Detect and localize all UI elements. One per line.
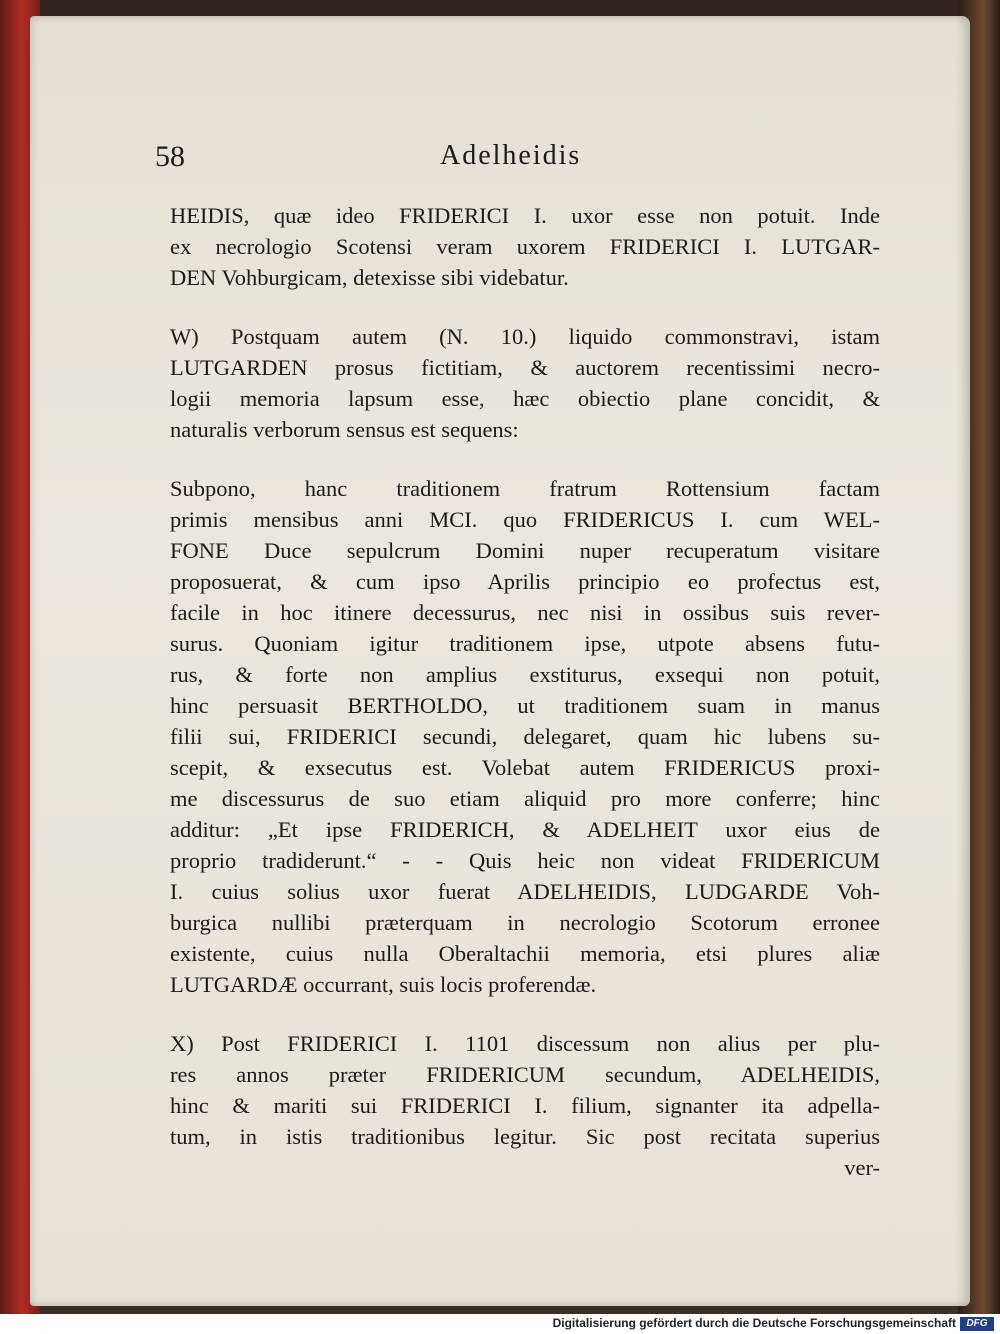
paragraph [170,200,880,293]
text-line: X) Post FRIDERICI I. 1101 discessum non alius per plu- [170,1031,880,1056]
text-line: proprio tradiderunt.“ - - Quis heic non videat FRIDERICUM [170,848,880,873]
text-line: burgica nullibi præterquam in necrologio Scotorum erronee [170,910,880,935]
text-line: res annos præter FRIDERICUM secundum, ADELHEIDIS, [170,1062,880,1087]
body-text [170,200,880,1183]
text-line: FONE Duce sepulcrum Domini nuper recuperatum visitare [170,538,880,563]
text-line: LUTGARDÆ occurrant, suis locis proferendæ. [170,972,597,997]
text-line: proposuerat, & cum ipso Aprilis principio eo profectus est, [170,569,880,594]
text-line: filii sui, FRIDERICI secundi, delegaret, quam hic lubens su- [170,724,880,749]
dfg-logo: DFG [960,1317,994,1331]
text-line: surus. Quoniam igitur traditionem ipse, utpote absens futu- [170,631,880,656]
paragraph [170,321,880,445]
funding-credit: Digitalisierung gefördert durch die Deutsche Forschungsgemeinschaft [552,1316,956,1330]
text-line: W) Postquam autem (N. 10.) liquido commonstravi, istam [170,324,880,349]
text-line: logii memoria lapsum esse, hæc obiectio plane concidit, & [170,386,880,411]
paragraph [170,473,880,1000]
text-line: naturalis verborum sensus est sequens: [170,417,519,442]
page-number: 58 [155,140,185,173]
digitization-footer [0,1314,1000,1334]
paragraph [170,1028,880,1152]
text-line: DEN Vohburgicam, detexisse sibi videbatur. [170,265,569,290]
text-line: tum, in istis traditionibus legitur. Sic post recitata superius [170,1124,880,1149]
text-line: rus, & forte non amplius exstiturus, exsequi non potuit, [170,662,880,687]
text-line: scepit, & exsecutus est. Volebat autem FRIDERICUS proxi- [170,755,880,780]
text-line: hinc & mariti sui FRIDERICI I. filium, signanter ita adpella- [170,1093,880,1118]
page-header [155,140,885,188]
running-head: Adelheidis [440,140,582,171]
text-line: Subpono, hanc traditionem fratrum Rottensium factam [170,476,880,501]
text-line: existente, cuius nulla Oberaltachii memoria, etsi plures aliæ [170,941,880,966]
text-line: hinc persuasit BERTHOLDO, ut traditionem suam in manus [170,693,880,718]
text-line: facile in hoc itinere decessurus, nec nisi in ossibus suis rever- [170,600,880,625]
catchword: ver- [844,1155,880,1180]
text-line: additur: „Et ipse FRIDERICH, & ADELHEIT uxor eius de [170,817,880,842]
text-line: LUTGARDEN prosus fictitiam, & auctorem recentissimi necro- [170,355,880,380]
text-line: HEIDIS, quæ ideo FRIDERICI I. uxor esse non potuit. Inde [170,203,880,228]
text-line: I. cuius solius uxor fuerat ADELHEIDIS, LUDGARDE Voh- [170,879,880,904]
text-line: primis mensibus anni MCI. quo FRIDERICUS I. cum WEL- [170,507,880,532]
text-line: ex necrologio Scotensi veram uxorem FRIDERICI I. LUTGAR- [170,234,880,259]
text-line: me discessurus de suo etiam aliquid pro more conferre; hinc [170,786,880,811]
